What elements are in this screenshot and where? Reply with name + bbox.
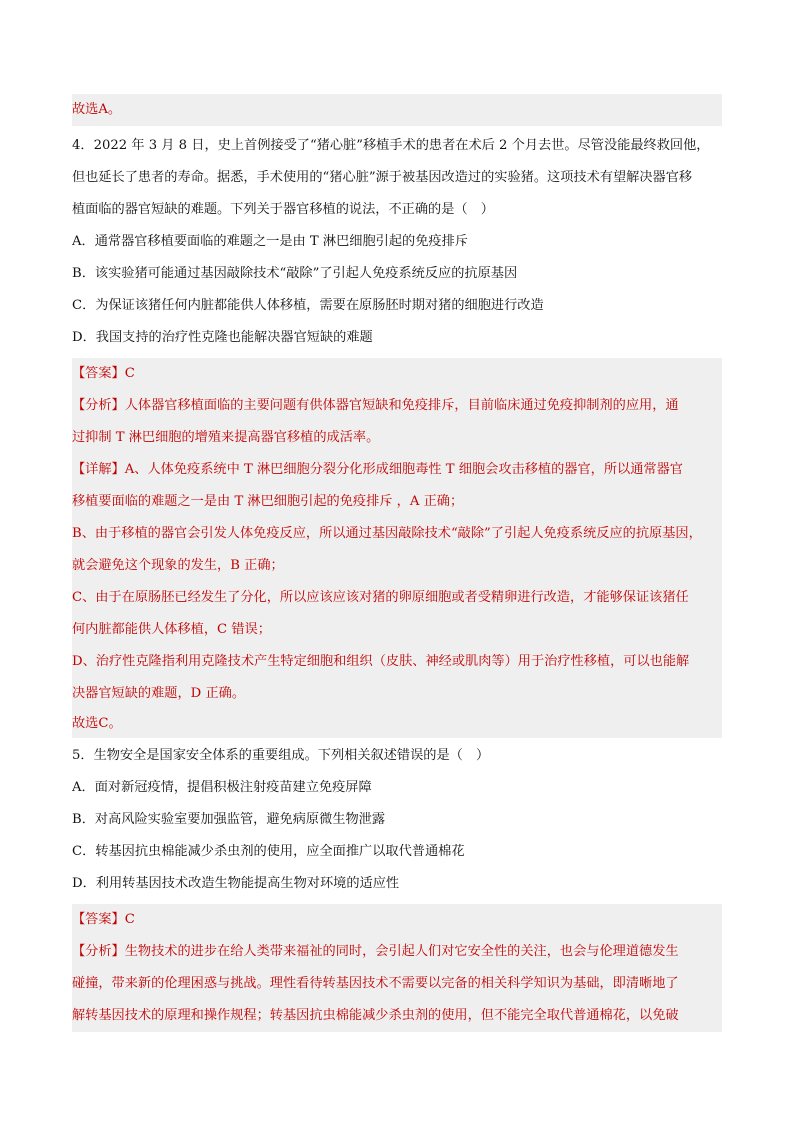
q4-analysis-text-1: 人体器官移植面临的主要问题有供体器官短缺和免疫排斥，目前临床通过免疫抑制剂的应用，通 (124, 398, 679, 413)
q4-solution (72, 358, 722, 738)
q4-stem-line-3: 植面临的器官短缺的难题。下列关于器官移植的说法，不正确的是（ ） (72, 202, 494, 217)
q4-detail-line-3: B、由于移植的器官会引发人体免疫反应，所以通过基因敲除技术“敲除”了引起人免疫系统反应的抗原基因， (72, 526, 702, 541)
q4-detail-line-2: 移植要面临的难题之一是由 T 淋巴细胞引起的免疫排斥 ，A 正确； (72, 494, 464, 509)
prev-conclusion: 故选A。 (72, 102, 122, 117)
q5-option-b: B．对高风险实验室要加强监管，避免病原微生物泄露 (72, 812, 386, 827)
q5-answer-value: C (124, 912, 135, 927)
prev-conclusion-block (72, 94, 722, 126)
q4-detail-line-7: D、治疗性克隆指利用克隆技术产生特定细胞和组织（皮肤、神经或肌肉等）用于治疗性移植，可以也能解 (72, 654, 690, 669)
q4-answer (72, 358, 722, 390)
q4-stem-line-1: 4．2022 年 3 月 8 日，史上首例接受了“猪心脏”移植手术的患者在术后 2 个月去世。尽管没能最终救回他， (72, 138, 710, 153)
q5-answer (72, 904, 722, 936)
q4-answer-value: C (124, 366, 135, 381)
question-5 (72, 740, 722, 900)
q4-stem-line-2: 但也延长了患者的寿命。据悉，手术使用的“猪心脏”源于被基因改造过的实验猪。这项技术有望解决器官移 (72, 170, 693, 185)
q4-analysis-line-1 (72, 390, 722, 422)
q5-analysis-line-1 (72, 936, 722, 968)
q5-analysis-line-3: 解转基因技术的原理和操作规程；转基因抗虫棉能减少杀虫剂的使用，但不能完全取代普通棉花，以免破 (72, 1008, 679, 1023)
document-content (72, 94, 722, 1032)
q5-analysis-text-1: 生物技术的进步在给人类带来福祉的同时，会引起人们对它安全性的关注，也会与伦理道德发生 (124, 944, 679, 959)
q5-option-c: C．转基因抗虫棉能减少杀虫剂的使用，应全面推广以取代普通棉花 (72, 844, 465, 859)
q4-option-a: A．通常器官移植要面临的难题之一是由 T 淋巴细胞引起的免疫排斥 (72, 234, 468, 249)
q5-analysis-line-2: 碰撞，带来新的伦理困惑与挑战。理性看待转基因技术不需要以完备的相关科学知识为基础，即清晰地了 (72, 976, 679, 991)
q4-answer-label: 【答案】 (72, 366, 125, 381)
q4-detail-line-8: 决器官短缺的难题，D 正确。 (72, 686, 246, 701)
question-4 (72, 130, 722, 354)
q4-analysis-label: 【分析】 (72, 398, 125, 413)
q4-option-d: D．我国支持的治疗性克隆也能解决器官短缺的难题 (72, 330, 373, 345)
q5-analysis-label: 【分析】 (72, 944, 125, 959)
q4-option-c: C．为保证该猪任何内脏都能供人体移植，需要在原肠胚时期对猪的细胞进行改造 (72, 298, 544, 313)
q5-solution (72, 904, 722, 1032)
q4-detail-line-6: 何内脏都能供人体移植，C 错误； (72, 622, 271, 637)
q4-conclusion: 故选C。 (72, 716, 122, 731)
q5-stem: 5．生物安全是国家安全体系的重要组成。下列相关叙述错误的是（ ） (72, 748, 490, 763)
q4-detail-line-5: C、由于在原肠胚已经发生了分化，所以应该应该对猪的卵原细胞或者受精卵进行改造，才能够保证该猪任 (72, 590, 689, 605)
q5-answer-label: 【答案】 (72, 912, 125, 927)
q4-analysis-line-2: 过抑制 T 淋巴细胞的增殖来提高器官移植的成活率。 (72, 430, 380, 445)
q4-detail-line-1 (72, 454, 722, 486)
q5-option-d: D．利用转基因技术改造生物能提高生物对环境的适应性 (72, 876, 400, 891)
q4-detail-label: 【详解】 (72, 462, 125, 477)
q4-detail-text-1: A、人体免疫系统中 T 淋巴细胞分裂分化形成细胞毒性 T 细胞会攻击移植的器官，所以通常器官 (124, 462, 683, 477)
q4-option-b: B．该实验猪可能通过基因敲除技术“敲除”了引起人免疫系统反应的抗原基因 (72, 266, 518, 281)
q4-detail-line-4: 就会避免这个现象的发生，B 正确； (72, 558, 284, 573)
q5-option-a: A．面对新冠疫情，提倡积极注射疫苗建立免疫屏障 (72, 780, 372, 795)
